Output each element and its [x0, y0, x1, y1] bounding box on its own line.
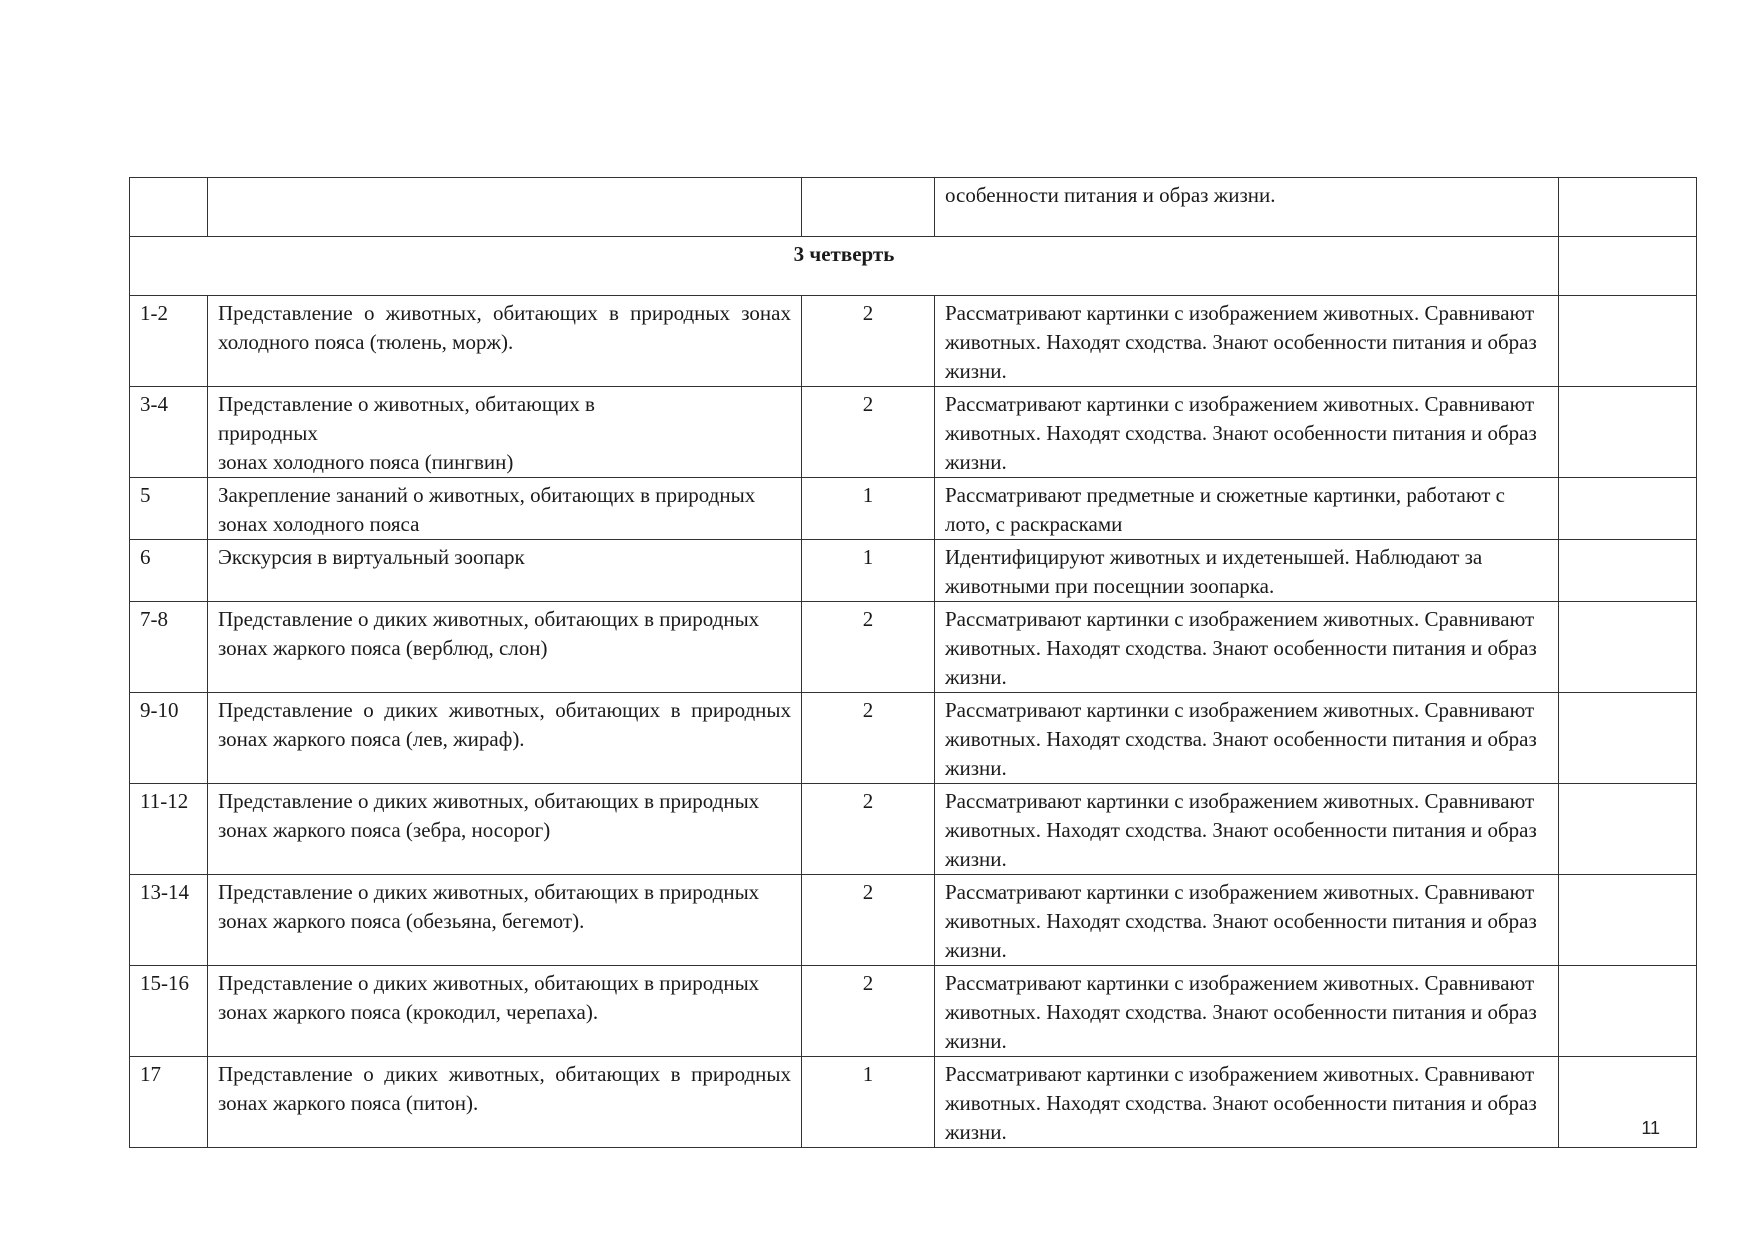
number-cell: 7-8 — [130, 602, 208, 693]
notes-cell — [1559, 540, 1697, 602]
hours-cell: 2 — [802, 966, 935, 1057]
lesson-plan-table — [129, 177, 1697, 1148]
topic-cell: Представление о диких животных, обитающих в природных зонах жаркого пояса (обезьяна, бегемот). — [208, 875, 802, 966]
notes-cell — [1559, 875, 1697, 966]
number-cell: 9-10 — [130, 693, 208, 784]
notes-cell — [1559, 178, 1697, 237]
activity-cell: Рассматривают картинки с изображением животных. Сравнивают животных. Находят сходства. Знают особенности питания и образ жизни. — [935, 966, 1559, 1057]
notes-cell — [1559, 966, 1697, 1057]
number-cell: 1-2 — [130, 296, 208, 387]
hours-cell: 1 — [802, 1057, 935, 1148]
activity-cell: Рассматривают картинки с изображением животных. Сравнивают животных. Находят сходства. Знают особенности питания и образ жизни. — [935, 693, 1559, 784]
notes-cell — [1559, 478, 1697, 540]
section-header-row — [130, 237, 1697, 296]
topic-cell: Представление о диких животных, обитающих в природных зонах жаркого пояса (питон). — [208, 1057, 802, 1148]
topic-cell: Экскурсия в виртуальный зоопарк — [208, 540, 802, 602]
number-cell: 3-4 — [130, 387, 208, 478]
notes-cell — [1559, 387, 1697, 478]
hours-cell: 2 — [802, 784, 935, 875]
hours-cell — [802, 178, 935, 237]
table-row — [130, 540, 1697, 602]
topic-cell: Представление о диких животных, обитающих в природных зонах жаркого пояса (верблюд, слон) — [208, 602, 802, 693]
table-row — [130, 387, 1697, 478]
activity-cell: Рассматривают картинки с изображением животных. Сравнивают животных. Находят сходства. Знают особенности питания и образ жизни. — [935, 784, 1559, 875]
table-row — [130, 478, 1697, 540]
activity-cell: Рассматривают картинки с изображением животных. Сравнивают животных. Находят сходства. Знают особенности питания и образ жизни. — [935, 602, 1559, 693]
table-row — [130, 784, 1697, 875]
activity-cell: особенности питания и образ жизни. — [935, 178, 1559, 237]
number-cell: 6 — [130, 540, 208, 602]
topic-line: зонах холодного пояса (пингвин) — [218, 450, 514, 474]
table-row-continued — [130, 178, 1697, 237]
activity-cell: Рассматривают картинки с изображением животных. Сравнивают животных. Находят сходства. Знают особенности питания и образ жизни. — [935, 387, 1559, 478]
activity-cell: Рассматривают картинки с изображением животных. Сравнивают животных. Находят сходства. Знают особенности питания и образ жизни. — [935, 875, 1559, 966]
page-number: 11 — [1641, 1118, 1660, 1138]
hours-cell: 2 — [802, 693, 935, 784]
table-row — [130, 1057, 1697, 1148]
notes-cell — [1559, 784, 1697, 875]
activity-cell: Рассматривают картинки с изображением животных. Сравнивают животных. Находят сходства. Знают особенности питания и образ жизни. — [935, 296, 1559, 387]
topic-cell — [208, 178, 802, 237]
table-row — [130, 875, 1697, 966]
hours-cell: 2 — [802, 602, 935, 693]
activity-cell: Идентифицируют животных и ихдетенышей. Наблюдают за животными при посещнии зоопарка. — [935, 540, 1559, 602]
topic-cell: Представление о диких животных, обитающих в природных зонах жаркого пояса (зебра, носорог) — [208, 784, 802, 875]
table-row — [130, 602, 1697, 693]
notes-cell — [1559, 693, 1697, 784]
table-row — [130, 693, 1697, 784]
section-title: 3 четверть — [130, 237, 1559, 296]
number-cell: 5 — [130, 478, 208, 540]
number-cell — [130, 178, 208, 237]
table-row — [130, 296, 1697, 387]
topic-cell — [208, 387, 802, 478]
activity-cell: Рассматривают картинки с изображением животных. Сравнивают животных. Находят сходства. Знают особенности питания и образ жизни. — [935, 1057, 1559, 1148]
topic-cell: Представление о диких животных, обитающих в природных зонах жаркого пояса (крокодил, черепаха). — [208, 966, 802, 1057]
number-cell: 15-16 — [130, 966, 208, 1057]
table-row — [130, 966, 1697, 1057]
topic-cell: Представление о животных, обитающих в природных зонах холодного пояса (тюлень, морж). — [208, 296, 802, 387]
topic-line: природных — [218, 421, 318, 445]
notes-cell — [1559, 237, 1697, 296]
topic-cell: Представление о диких животных, обитающих в природных зонах жаркого пояса (лев, жираф). — [208, 693, 802, 784]
number-cell: 13-14 — [130, 875, 208, 966]
hours-cell: 1 — [802, 540, 935, 602]
activity-cell: Рассматривают предметные и сюжетные картинки, работают с лото, с раскрасками — [935, 478, 1559, 540]
hours-cell: 2 — [802, 875, 935, 966]
number-cell: 17 — [130, 1057, 208, 1148]
hours-cell: 2 — [802, 296, 935, 387]
notes-cell — [1559, 602, 1697, 693]
topic-cell: Закрепление зананий о животных, обитающих в природных зонах холодного пояса — [208, 478, 802, 540]
number-cell: 11-12 — [130, 784, 208, 875]
hours-cell: 1 — [802, 478, 935, 540]
hours-cell: 2 — [802, 387, 935, 478]
topic-line: Представление о животных, обитающих в — [218, 392, 595, 416]
notes-cell — [1559, 296, 1697, 387]
